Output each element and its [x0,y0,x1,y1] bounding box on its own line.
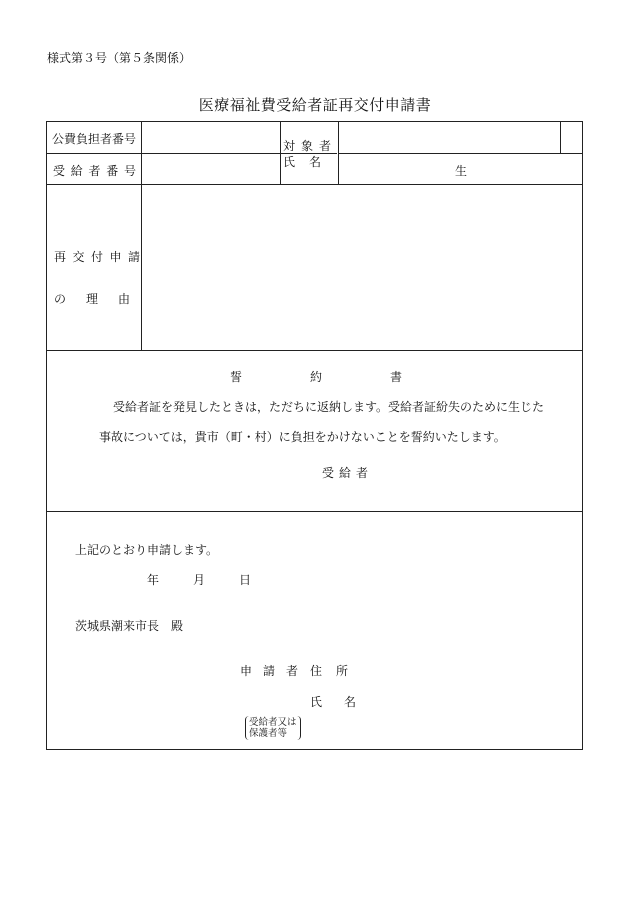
public-payer-number-label: 公費負担者番号 [52,132,137,146]
pledge-signer-field[interactable] [370,460,570,480]
column-divider [280,121,281,184]
application-statement: 上記のとおり申請します。 [75,543,219,557]
pledge-heading-char: 誓 [230,370,243,384]
form-number: 様式第３号（第５条関係） [47,51,192,65]
date-year: 年 [147,573,160,587]
applicant-address-field[interactable] [370,656,570,678]
applicant-label: 申請者 [240,664,310,678]
label-char: 号 [123,164,136,178]
reason-input[interactable] [143,186,584,352]
target-person-label: 対象者 [283,139,338,153]
pledge-signer-label: 受給者 [322,466,374,480]
applicant-note-line2: 保護者等 [249,728,288,739]
applicant-note-bracket [245,716,301,740]
address-label: 住所 [310,664,363,678]
addressee: 茨城県潮来市長 殿 [75,619,184,633]
target-person-name-field[interactable] [339,122,559,152]
recipient-number-label [53,162,136,179]
row-divider [46,511,583,512]
name-label: 氏名 [310,695,379,709]
target-person-extra-field[interactable] [561,122,582,152]
date-month: 月 [193,573,206,587]
birth-suffix: 生 [455,164,468,178]
row-divider [46,184,583,185]
pledge-heading-char: 約 [310,370,323,384]
public-payer-number-field[interactable] [142,122,279,152]
date-day: 日 [239,573,252,587]
pledge-text-line1: 受給者証を発見したときは，ただちに返納します。受給者証紛失のために生じた [113,400,545,414]
label-char: 者 [88,164,101,178]
reason-label-line2: の理由 [54,292,151,306]
label-char: 受 [53,164,66,178]
applicant-name-field[interactable] [370,687,570,709]
target-person-name-label: 氏名 [283,155,336,169]
pledge-text-line2: 事故については，貴市（町・村）に負担をかけないことを誓約いたします。 [99,430,506,444]
pledge-heading-char: 書 [390,370,403,384]
pledge-heading [230,368,402,385]
label-char: 給 [70,164,83,178]
recipient-number-field[interactable] [142,154,279,183]
label-char: 番 [106,164,119,178]
applicant-note-line1: 受給者又は [249,717,297,728]
reason-label-line1: 再交付申請 [54,250,147,264]
document-title: 医療福祉費受給者証再交付申請書 [198,96,432,114]
